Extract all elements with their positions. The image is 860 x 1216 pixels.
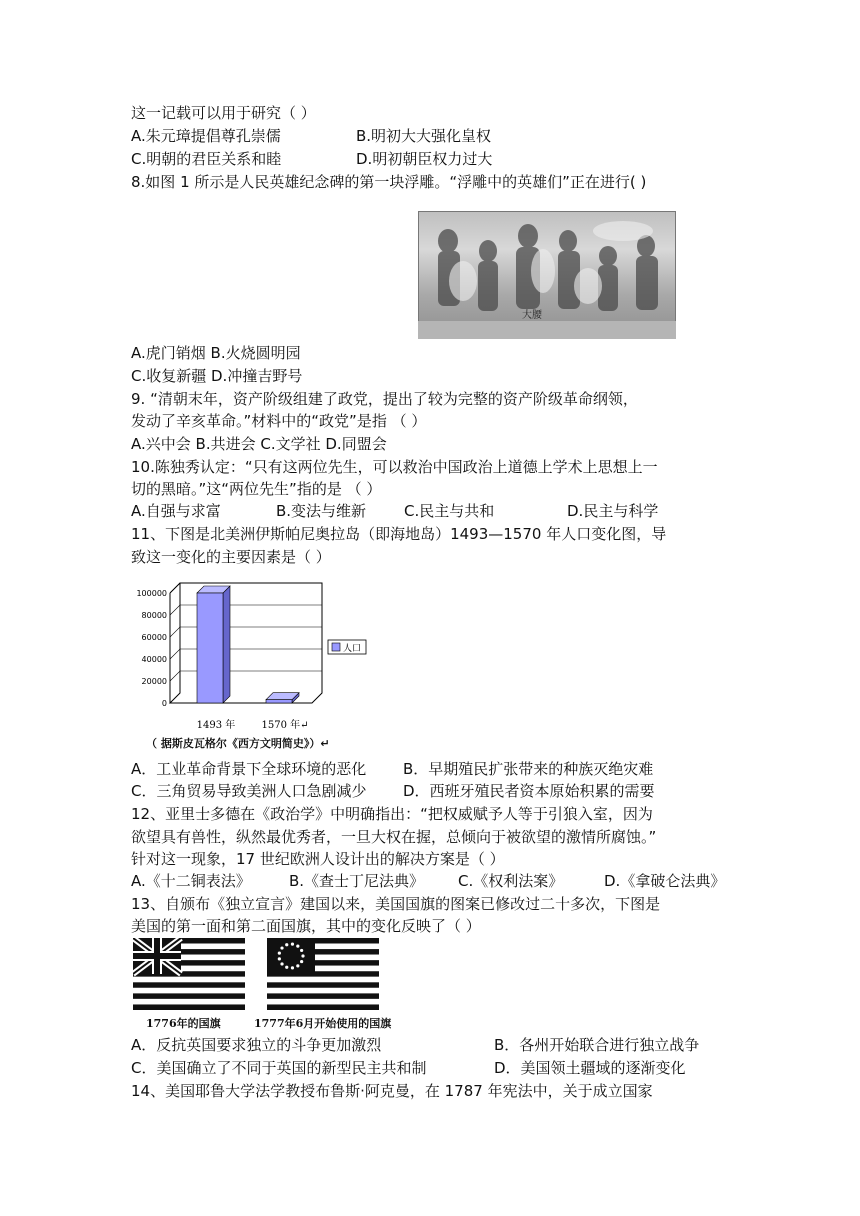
q9-options: A.兴中会 B.共进会 C.文学社 D.同盟会 (131, 435, 387, 453)
q12-stem-line1: 12、亚里士多德在《政治学》中明确指出：“把权威赋予人等于引狼入室，因为 (131, 805, 653, 823)
flag-1777-caption: 1777年6月开始使用的国旗 (254, 1017, 392, 1030)
y-tick-label: 80000 (141, 611, 167, 620)
chart-x-tick-labels (197, 718, 309, 731)
y-tick-label: 20000 (141, 677, 167, 686)
q9-stem-line2: 发动了辛亥革命。”材料中的“政党”是指 （ ） (131, 412, 427, 430)
q10-stem-line1: 10.陈独秀认定：“只有这两位先生，可以救治中国政治上道德上学术上思想上一 (131, 458, 658, 476)
q12-option-d: D.《拿破仑法典》 (604, 872, 726, 890)
flag-1776-caption: 1776年的国旗 (146, 1017, 221, 1030)
q10-stem-line2: 切的黑暗。”这“两位先生”指的是 （ ） (131, 480, 382, 498)
q14-stem-line1: 14、美国耶鲁大学法学教授布鲁斯·阿克曼，在 1787 年宪法中，关于成立国家 (131, 1082, 653, 1100)
q12-option-c: C.《权利法案》 (458, 872, 564, 890)
chart-legend (328, 640, 366, 654)
y-tick-label: 100000 (136, 589, 167, 598)
y-tick-label: 0 (161, 699, 167, 708)
relief-figures-graphic (418, 211, 676, 339)
chart-y-tick-labels (136, 589, 167, 708)
x-tick-label: 1570 年↵ (261, 720, 309, 731)
q13-stem-line2: 美国的第一面和第二面国旗，其中的变化反映了（ ） (131, 917, 481, 935)
legend-label: 人口 (343, 644, 362, 654)
q13-stem-line1: 13、自颁布《独立宣言》建国以来，美国国旗的图案已修改过二十多次，下图是 (131, 895, 661, 913)
q8-options-line1: A.虎门销烟 B.火烧圆明园 (131, 344, 301, 362)
q10-option-c: C.民主与共和 (404, 502, 495, 520)
q12-stem-line2: 欲望具有兽性，纵然最优秀者，一旦大权在握，总倾向于被欲望的激情所腐蚀。” (131, 828, 657, 846)
chart-frame (170, 583, 322, 703)
q10-option-d: D.民主与科学 (567, 502, 659, 520)
q11-stem-line2: 致这一变化的主要因素是（ ） (131, 548, 331, 566)
q7-option-d: D.明初朝臣权力过大 (356, 150, 493, 168)
q11-option-c: C．三角贸易导致美洲人口急剧减少 (131, 782, 367, 800)
flag-1777-image (267, 938, 379, 1010)
q13-option-d: D．美国领土疆域的逐渐变化 (494, 1059, 686, 1077)
q11-option-d: D．西班牙殖民者资本原始积累的需要 (403, 782, 655, 800)
q7-option-b: B.明初大大强化皇权 (356, 127, 492, 145)
population-bar-chart (133, 580, 378, 735)
q11-option-a: A．工业革命背景下全球环境的恶化 (131, 760, 367, 778)
q12-stem-line3: 针对这一现象，17 世纪欧洲人设计出的解决方案是（ ） (131, 850, 505, 868)
q12-option-a: A.《十二铜表法》 (131, 872, 251, 890)
relief-sculpture-image (418, 211, 676, 339)
relief-image-label: 大腰 (522, 310, 542, 321)
chart-bar (197, 586, 230, 703)
q7-stem: 这一记载可以用于研究（ ） (131, 104, 316, 122)
q10-option-a: A.自强与求富 (131, 502, 221, 520)
q9-stem-line1: 9. “清朝末年，资产阶级组建了政党，提出了较为完整的资产阶级革命纲领， (131, 390, 638, 408)
flag-1776-image (133, 938, 245, 1010)
q13-option-a: A．反抗英国要求独立的斗争更加激烈 (131, 1036, 382, 1054)
q7-option-c: C.明朝的君臣关系和睦 (131, 150, 282, 168)
y-tick-label: 40000 (141, 655, 167, 664)
x-tick-label: 1493 年 (196, 720, 236, 731)
legend-swatch (332, 643, 340, 651)
chart-source-caption: （ 据斯皮瓦格尔《西方文明简史》）↵ (146, 737, 330, 750)
q10-option-b: B.变法与维新 (276, 502, 367, 520)
y-tick-label: 60000 (141, 633, 167, 642)
q8-stem: 8.如图 1 所示是人民英雄纪念碑的第一块浮雕。“浮雕中的英雄们”正在进行( ) (131, 173, 647, 191)
q13-option-b: B．各州开始联合进行独立战争 (494, 1036, 700, 1054)
q7-option-a: A.朱元璋提倡尊孔崇儒 (131, 127, 281, 145)
q12-option-b: B.《查士丁尼法典》 (289, 872, 425, 890)
q11-stem-line1: 11、下图是北美洲伊斯帕尼奥拉岛（即海地岛）1493—1570 年人口变化图，导 (131, 525, 667, 543)
q8-options-line2: C.收复新疆 D.冲撞吉野号 (131, 367, 303, 385)
q11-option-b: B．早期殖民扩张带来的种族灭绝灾难 (403, 760, 654, 778)
q13-option-c: C．美国确立了不同于英国的新型民主共和制 (131, 1059, 427, 1077)
